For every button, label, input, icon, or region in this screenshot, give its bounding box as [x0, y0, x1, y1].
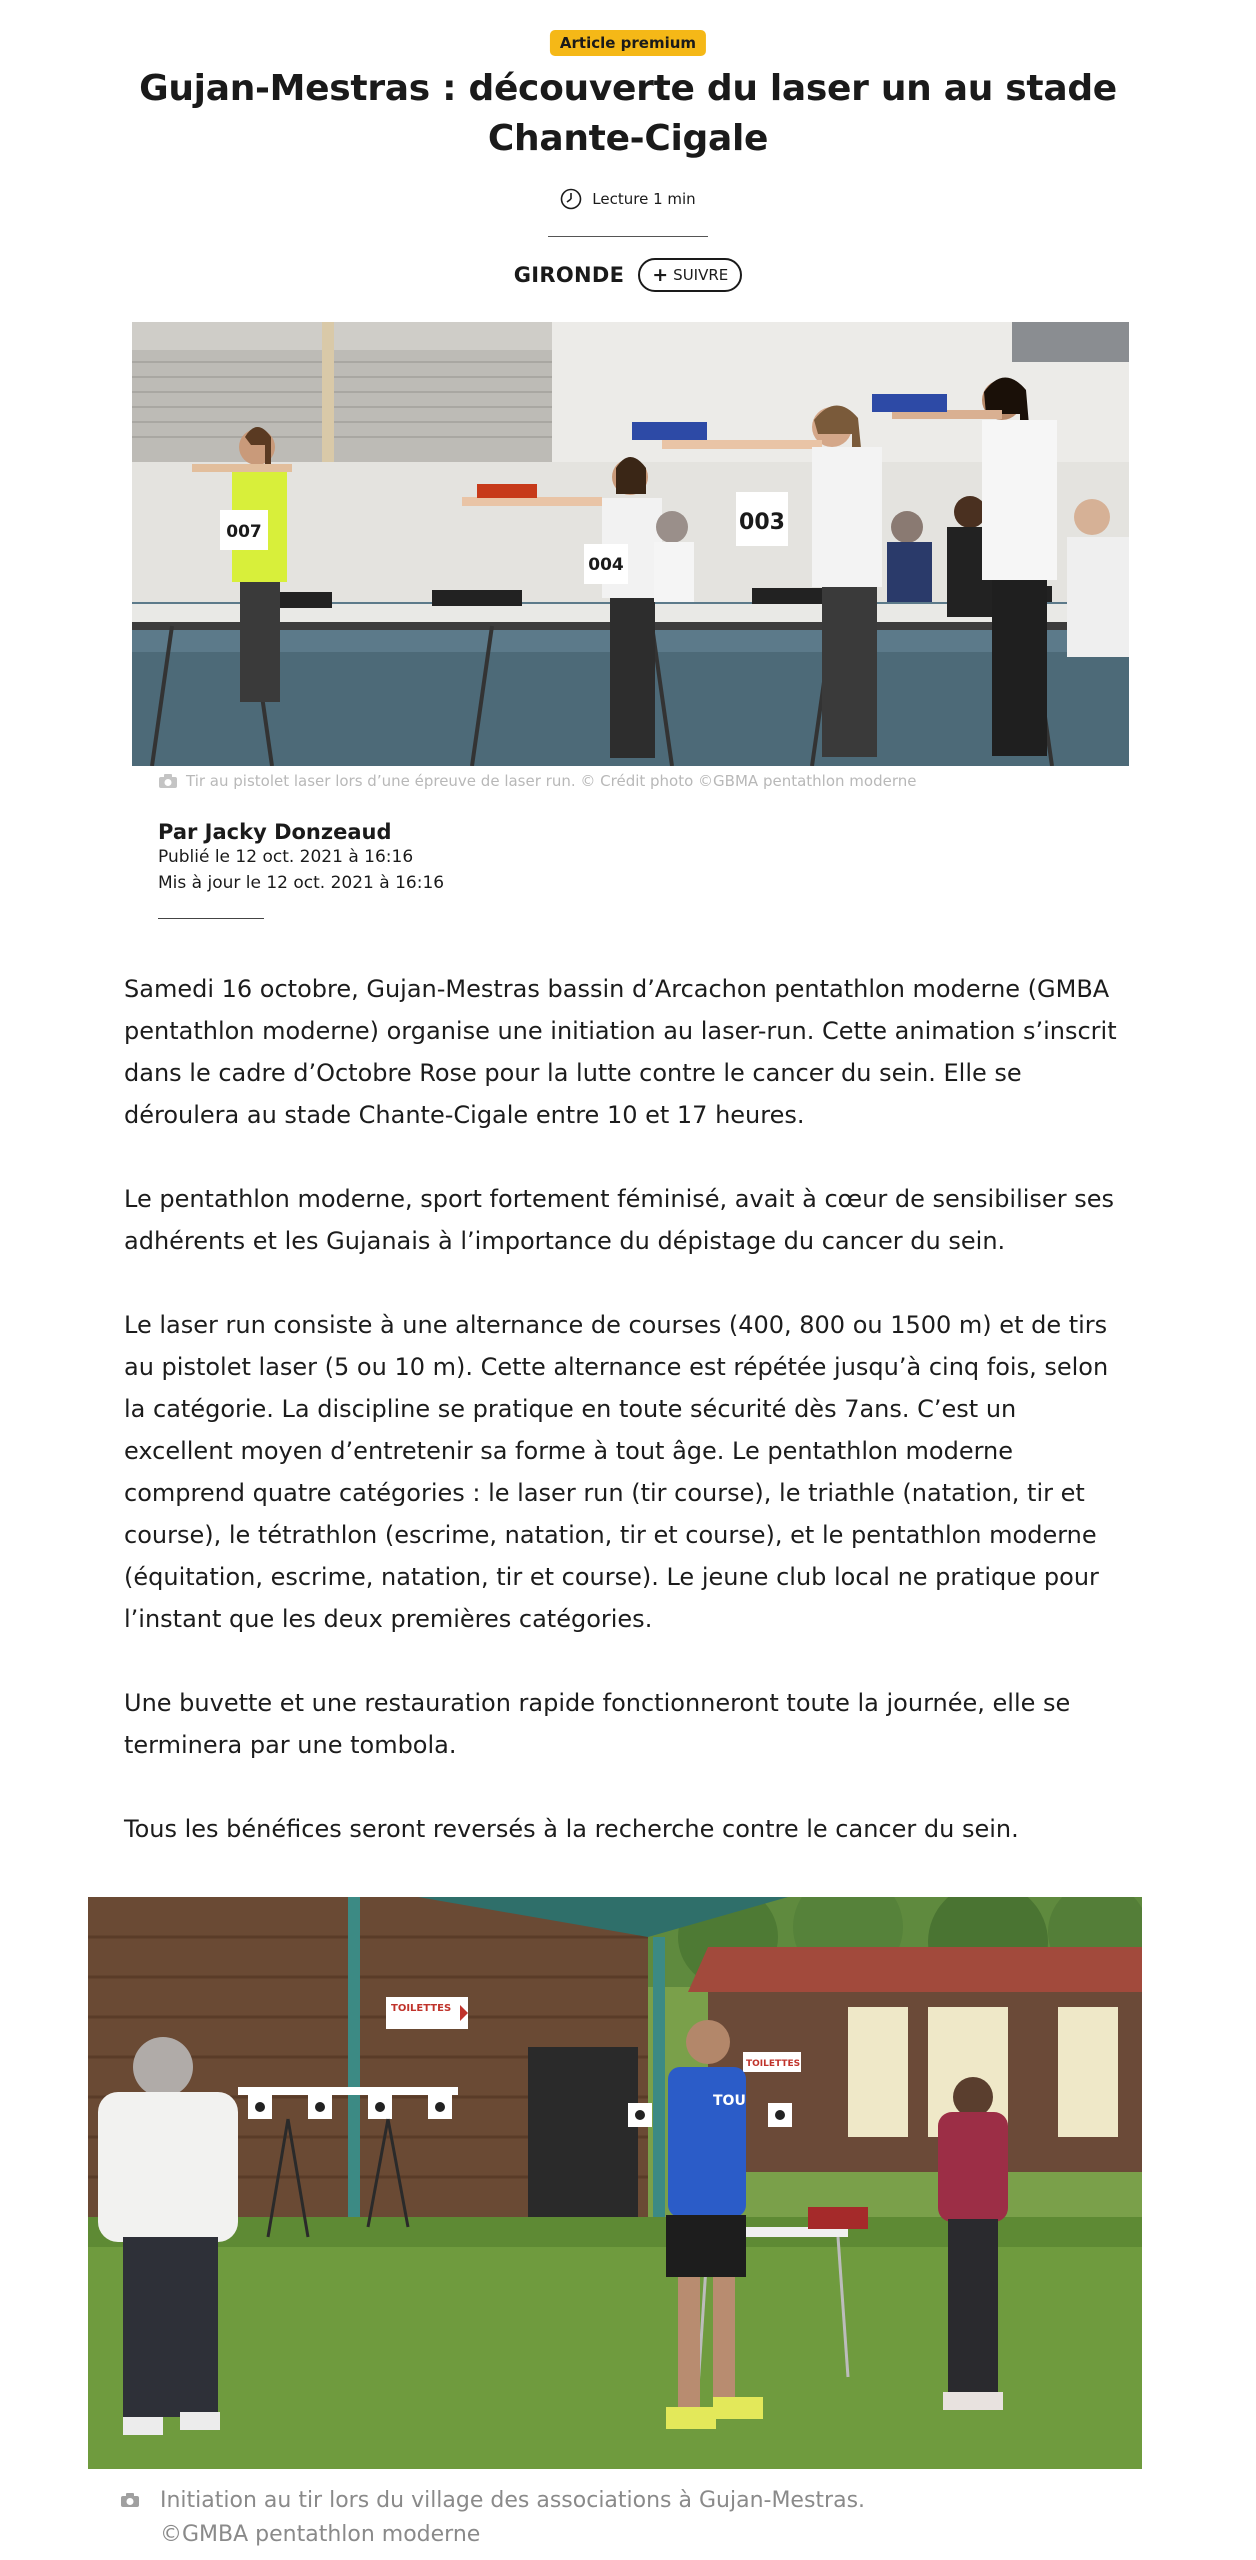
hero-photo-illustration	[132, 322, 1129, 766]
bib-003: 003	[739, 510, 785, 535]
author-name[interactable]: Par Jacky Donzeaud	[158, 820, 392, 844]
bib-007: 007	[226, 522, 262, 542]
sign-toilettes-2: TOILETTES	[746, 2059, 801, 2069]
camera-icon	[120, 2492, 140, 2508]
reading-time-label: Lecture 1 min	[592, 190, 696, 208]
tag-gironde[interactable]: GIRONDE	[513, 263, 625, 287]
outdoor-caption-line1: Initiation au tir lors du village des associations à Gujan-Mestras.	[160, 2488, 866, 2513]
paragraph: Tous les bénéfices seront reversés à la recherche contre le cancer du sein.	[124, 1815, 1019, 1843]
hero-caption	[158, 772, 1118, 790]
follow-label: SUIVRE	[673, 266, 729, 284]
outdoor-photo-illustration	[88, 1897, 1142, 2469]
clock-icon	[560, 188, 582, 210]
tag-row	[0, 258, 1256, 292]
hero-photo	[132, 322, 1129, 766]
follow-button[interactable]	[638, 258, 742, 292]
updated-date: Mis à jour le 12 oct. 2021 à 16:16	[158, 873, 445, 893]
paragraph: Une buvette et une restauration rapide fonctionneront toute la journée, elle se terminera par une tombola.	[124, 1689, 1071, 1759]
hero-caption-text: Tir au pistolet laser lors d’une épreuve de laser run. © Crédit photo ©GBMA pentathlon moderne	[186, 772, 917, 790]
divider	[548, 236, 708, 237]
article-title: Gujan-Mestras : découverte du laser un au stade Chante-Cigale	[139, 68, 1117, 159]
sign-toilettes: TOILETTES	[391, 2003, 452, 2014]
premium-badge: Article premium	[550, 30, 706, 56]
camera-icon	[158, 773, 178, 789]
paragraph: Samedi 16 octobre, Gujan-Mestras bassin d’Arcachon pentathlon moderne (GMBA pentathlon moderne) organise une initiation au laser-run. Cette animation s’inscrit dans le cadre d’Octobre Rose pour la lutte contre le cancer du sein. Elle se déroulera au stade Chante-Cigale entre 10 et 17 heures.	[124, 975, 1117, 1129]
author-block	[158, 820, 444, 896]
outdoor-caption-line2: ©GMBA pentathlon moderne	[160, 2522, 481, 2547]
published-date: Publié le 12 oct. 2021 à 16:16	[158, 847, 414, 867]
outdoor-caption	[120, 2484, 1100, 2552]
reading-time	[0, 188, 1256, 210]
paragraph: Le pentathlon moderne, sport fortement féminisé, avait à cœur de sensibiliser ses adhérents et les Gujanais à l’importance du dépistage du cancer du sein.	[124, 1185, 1114, 1255]
outdoor-photo	[88, 1897, 1142, 2469]
author-divider	[158, 918, 264, 919]
shirt-text: TOU	[713, 2093, 746, 2109]
article-body	[124, 968, 1124, 1892]
plus-icon: +	[652, 264, 669, 286]
paragraph: Le laser run consiste à une alternance de courses (400, 800 ou 1500 m) et de tirs au pistolet laser (5 ou 10 m). Cette alternance est répétée jusqu’à cinq fois, selon la catégorie. La discipline se pratique en toute sécurité dès 7ans. C’est un excellent moyen d’entretenir sa forme à tout âge. Le pentathlon moderne comprend quatre catégories : le laser run (tir course), le triathle (natation, tir et course), le tétrathlon (escrime, natation, tir et course), et le pentathlon moderne (équitation, escrime, natation, tir et course). Le jeune club local ne pratique pour l’instant que les deux premières catégories.	[124, 1311, 1109, 1633]
bib-004: 004	[588, 555, 624, 575]
